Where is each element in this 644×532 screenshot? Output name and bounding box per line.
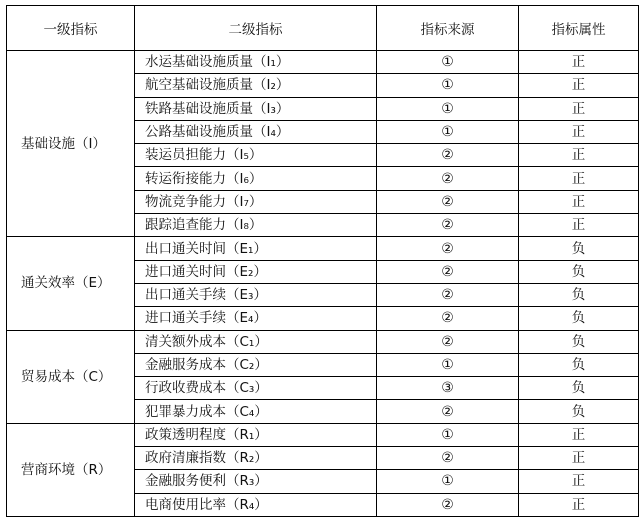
header-secondary-indicator: 二级指标 xyxy=(135,6,377,51)
indicator-source-cell: ② xyxy=(377,447,519,470)
secondary-indicator-cell: 行政收费成本（C₃） xyxy=(135,377,377,400)
indicator-source-cell: ① xyxy=(377,423,519,446)
secondary-indicator-cell: 进口通关手续（E₄） xyxy=(135,307,377,330)
indicator-attribute-cell: 正 xyxy=(519,144,639,167)
secondary-indicator-cell: 航空基础设施质量（I₂） xyxy=(135,74,377,97)
indicator-source-cell: ② xyxy=(377,214,519,237)
indicator-source-cell: ② xyxy=(377,190,519,213)
indicator-source-cell: ② xyxy=(377,307,519,330)
secondary-indicator-cell: 清关额外成本（C₁） xyxy=(135,330,377,353)
indicator-attribute-cell: 正 xyxy=(519,470,639,493)
indicator-source-cell: ② xyxy=(377,330,519,353)
indicator-attribute-cell: 负 xyxy=(519,307,639,330)
secondary-indicator-cell: 跟踪追查能力（I₈） xyxy=(135,214,377,237)
indicator-attribute-cell: 正 xyxy=(519,190,639,213)
indicator-source-cell: ③ xyxy=(377,377,519,400)
indicator-attribute-cell: 正 xyxy=(519,214,639,237)
indicator-source-cell: ② xyxy=(377,260,519,283)
table-row xyxy=(7,51,639,74)
indicator-attribute-cell: 正 xyxy=(519,74,639,97)
table-row xyxy=(7,330,639,353)
indicator-attribute-cell: 正 xyxy=(519,167,639,190)
indicator-attribute-cell: 正 xyxy=(519,493,639,516)
secondary-indicator-cell: 出口通关手续（E₃） xyxy=(135,283,377,306)
secondary-indicator-cell: 金融服务便利（R₃） xyxy=(135,470,377,493)
secondary-indicator-cell: 出口通关时间（E₁） xyxy=(135,237,377,260)
primary-indicator-cell: 营商环境（R） xyxy=(7,423,135,516)
secondary-indicator-cell: 电商使用比率（R₄） xyxy=(135,493,377,516)
primary-indicator-cell: 基础设施（I） xyxy=(7,51,135,237)
secondary-indicator-cell: 犯罪暴力成本（C₄） xyxy=(135,400,377,423)
table-row xyxy=(7,237,639,260)
indicator-attribute-cell: 负 xyxy=(519,353,639,376)
header-primary-indicator: 一级指标 xyxy=(7,6,135,51)
indicator-attribute-cell: 负 xyxy=(519,377,639,400)
indicator-attribute-cell: 负 xyxy=(519,400,639,423)
indicator-source-cell: ① xyxy=(377,470,519,493)
indicator-attribute-cell: 负 xyxy=(519,237,639,260)
secondary-indicator-cell: 装运员担能力（I₅） xyxy=(135,144,377,167)
indicator-source-cell: ② xyxy=(377,283,519,306)
secondary-indicator-cell: 进口通关时间（E₂） xyxy=(135,260,377,283)
indicator-attribute-cell: 正 xyxy=(519,423,639,446)
table-body xyxy=(7,51,639,517)
secondary-indicator-cell: 金融服务成本（C₂） xyxy=(135,353,377,376)
indicator-source-cell: ② xyxy=(377,167,519,190)
secondary-indicator-cell: 公路基础设施质量（I₄） xyxy=(135,120,377,143)
table-row xyxy=(7,423,639,446)
indicator-table xyxy=(6,5,639,517)
indicator-attribute-cell: 负 xyxy=(519,283,639,306)
indicator-attribute-cell: 正 xyxy=(519,51,639,74)
secondary-indicator-cell: 物流竞争能力（I₇） xyxy=(135,190,377,213)
indicator-source-cell: ② xyxy=(377,144,519,167)
primary-indicator-cell: 贸易成本（C） xyxy=(7,330,135,423)
secondary-indicator-cell: 转运衔接能力（I₆） xyxy=(135,167,377,190)
indicator-source-cell: ② xyxy=(377,493,519,516)
secondary-indicator-cell: 水运基础设施质量（I₁） xyxy=(135,51,377,74)
secondary-indicator-cell: 政策透明程度（R₁） xyxy=(135,423,377,446)
secondary-indicator-cell: 政府清廉指数（R₂） xyxy=(135,447,377,470)
indicator-attribute-cell: 负 xyxy=(519,260,639,283)
header-row xyxy=(7,6,639,51)
indicator-attribute-cell: 正 xyxy=(519,97,639,120)
indicator-source-cell: ① xyxy=(377,74,519,97)
secondary-indicator-cell: 铁路基础设施质量（I₃） xyxy=(135,97,377,120)
indicator-source-cell: ② xyxy=(377,237,519,260)
indicator-attribute-cell: 正 xyxy=(519,120,639,143)
indicator-source-cell: ② xyxy=(377,400,519,423)
indicator-source-cell: ① xyxy=(377,97,519,120)
indicator-attribute-cell: 负 xyxy=(519,330,639,353)
indicator-attribute-cell: 正 xyxy=(519,447,639,470)
primary-indicator-cell: 通关效率（E） xyxy=(7,237,135,330)
indicator-source-cell: ① xyxy=(377,51,519,74)
indicator-source-cell: ① xyxy=(377,120,519,143)
header-indicator-source: 指标来源 xyxy=(377,6,519,51)
indicator-source-cell: ① xyxy=(377,353,519,376)
header-indicator-attribute: 指标属性 xyxy=(519,6,639,51)
